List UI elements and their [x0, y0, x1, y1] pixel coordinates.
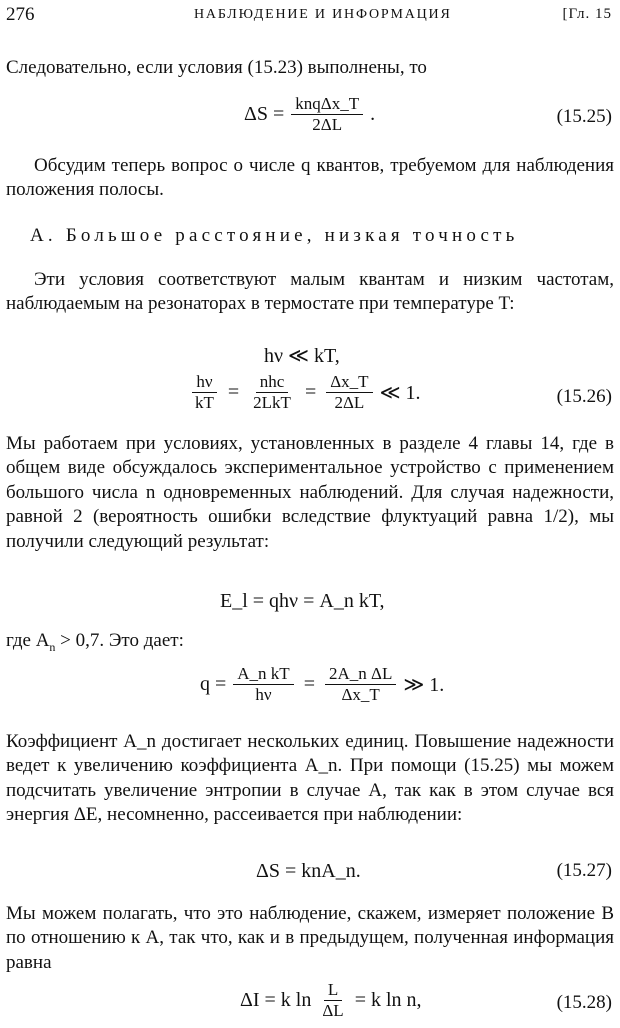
eq-tail: ≫ 1.	[403, 674, 445, 696]
eq-numerator: A_n kT	[233, 664, 293, 685]
eq-numerator: 2A_n ΔL	[325, 664, 396, 685]
eq-numerator: L	[324, 980, 342, 1001]
eq-numerator: hν	[192, 372, 216, 393]
eq-text: E_l = qhν = A_n kT,	[220, 590, 385, 612]
text-fragment: > 0,7. Это дает:	[55, 630, 184, 651]
equation-number: (15.28)	[556, 992, 612, 1013]
equation-q	[0, 664, 620, 712]
equation-number: (15.27)	[556, 860, 612, 881]
eq-numerator: Δx_T	[326, 372, 372, 393]
eq-fraction	[291, 94, 363, 135]
equals-sign: =	[303, 673, 315, 695]
paragraph-3: Эти условия соответствуют малым квантам и низким частотам, наблюдаемым на резонаторах в термостате при температуре T:	[6, 269, 614, 315]
running-title: НАБЛЮДЕНИЕ И ИНФОРМАЦИЯ	[194, 7, 452, 22]
eq-denominator: Δx_T	[341, 685, 380, 704]
equals-sign: =	[227, 381, 240, 403]
paragraph-1: Следовательно, если условия (15.23) выполнены, то	[6, 57, 427, 78]
eq-denominator: kT	[195, 393, 214, 412]
eq-lhs: ΔS =	[244, 103, 285, 125]
eq-tail: ≪ 1.	[379, 382, 421, 404]
eq-denominator: 2ΔL	[312, 115, 343, 134]
eq-lhs: ΔI = k ln	[240, 989, 312, 1011]
paragraph-5	[6, 629, 614, 659]
eq-numerator: nhc	[256, 372, 289, 393]
eq-denominator: hν	[255, 685, 272, 704]
eq-fraction	[318, 980, 347, 1021]
eq-fraction-3	[326, 372, 372, 413]
eq-fraction-2	[249, 372, 295, 413]
eq-tail: = k ln n,	[354, 989, 422, 1011]
eq-lhs: q =	[200, 673, 227, 695]
paragraph-6: Коэффициент A_n достигает нескольких единиц. Повышение надежности ведет к увеличению коэффициента A_n. При помощи (15.25) мы можем подсчитать увеличение энтропии в случае A, так как в этом случае вся энергия ΔE, несомненно, рассеивается при наблюдении:	[6, 731, 614, 826]
eq-text: ΔS = knA_n.	[256, 860, 361, 882]
page-header	[6, 4, 612, 28]
chapter-label: [Гл. 15	[562, 6, 612, 22]
equation-15-28	[0, 980, 620, 1028]
text-fragment: где A	[6, 630, 50, 651]
eq-denominator: ΔL	[322, 1001, 344, 1020]
equation-number: (15.25)	[556, 106, 612, 127]
equation-hv	[0, 343, 620, 373]
eq-text: hν ≪ kT,	[264, 345, 340, 367]
equals-sign: =	[304, 381, 317, 403]
equation-15-25	[0, 94, 620, 142]
eq-tail: .	[370, 103, 376, 125]
paragraph-2: Обсудим теперь вопрос о числе q квантов, требуемом для наблюдения положения полосы.	[6, 155, 614, 201]
eq-denominator: 2ΔL	[334, 393, 365, 412]
equation-number: (15.26)	[556, 386, 612, 407]
equation-el	[0, 590, 620, 620]
equation-15-26	[0, 372, 620, 420]
eq-fraction-2	[325, 664, 396, 705]
eq-numerator: knqΔx_T	[291, 94, 363, 115]
eq-fraction-1	[233, 664, 293, 705]
equation-15-27	[0, 860, 620, 890]
page-number: 276	[6, 4, 35, 25]
subscript: n	[49, 639, 56, 654]
paragraph-7: Мы можем полагать, что это наблюдение, скажем, измеряет положение B по отношению к A, так что, как и в предыдущем, полученная информация равна	[6, 903, 614, 973]
eq-fraction-1	[191, 372, 218, 413]
paragraph-4: Мы работаем при условиях, установленных в разделе 4 главы 14, где в общем виде обсуждалось экспериментальное устройство с применением большого числа n одновременных наблюдений. Для случая надежности, равной 2 (вероятность ошибки вследствие флуктуаций равна 1/2), мы получили следующий результат:	[6, 433, 614, 552]
section-heading: А. Большое расстояние, низкая точность	[30, 225, 519, 246]
eq-denominator: 2LkT	[253, 393, 291, 412]
